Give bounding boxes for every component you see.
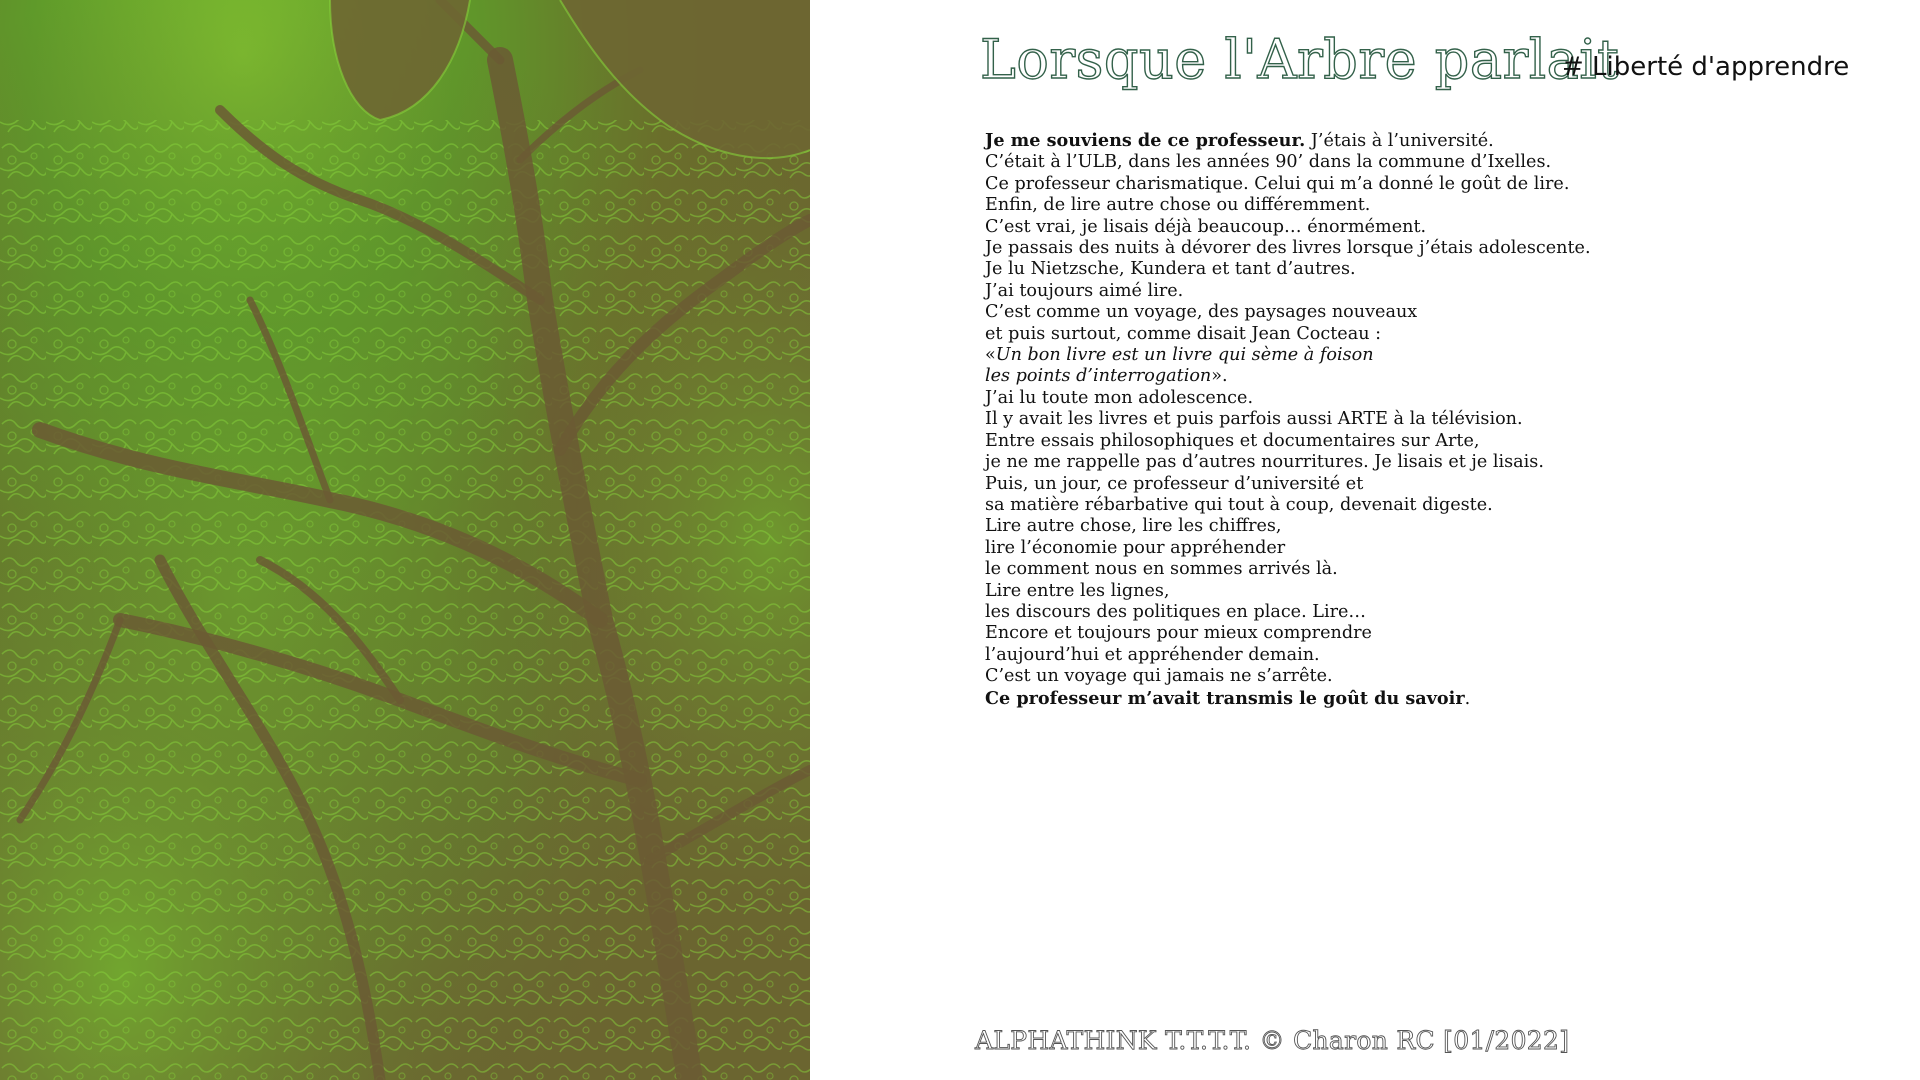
poem-line: J’ai toujours aimé lire. [985, 280, 1184, 301]
poem-line: lire l’économie pour appréhender [985, 537, 1286, 558]
poem-line-rest: J’étais à l’université. [1305, 131, 1494, 151]
poem-line: je ne me rappelle pas d’autres nourritures. Je lisais et je lisais. [985, 452, 1544, 473]
poem-text [985, 130, 1885, 710]
quote-text: les points d’interrogation [985, 366, 1212, 387]
poem-last-line-bold: Ce professeur m’avait transmis le goût du savoir [985, 687, 1465, 709]
poem-line: Lire autre chose, lire les chiffres, [985, 516, 1282, 537]
poem-last-line-end: . [1464, 688, 1471, 709]
tree-illustration [0, 0, 810, 1080]
poem-line: J’ai lu toute mon adolescence. [985, 387, 1254, 408]
poem-quote-line [985, 366, 1885, 387]
poem-line: Encore et toujours pour mieux comprendre [985, 623, 1372, 644]
poem-line: l’aujourd’hui et appréhender demain. [985, 644, 1320, 665]
tree-illustration-svg [0, 0, 810, 1080]
poem-line: Il y avait les livres et puis parfois aussi ARTE à la télévision. [985, 409, 1523, 430]
quote-text: Un bon livre est un livre qui sème à foison [995, 345, 1374, 366]
poem-line: et puis surtout, comme disait Jean Cocteau : [985, 323, 1382, 344]
poem-quote-line [985, 345, 1885, 366]
poem-line: C’est un voyage qui jamais ne s’arrête. [985, 666, 1333, 687]
poem-line: sa matière rébarbative qui tout à coup, devenait digeste. [985, 494, 1493, 515]
poem-line: Je lu Nietzsche, Kundera et tant d’autres. [985, 259, 1356, 280]
poem-line: le comment nous en sommes arrivés là. [985, 559, 1338, 580]
hashtag-subtitle: # Liberté d'apprendre [1562, 52, 1850, 82]
poem-line [985, 130, 1885, 152]
page-title: Lorsque l'Arbre parlait [980, 28, 1620, 91]
quote-close-mark: ». [1211, 366, 1228, 387]
poem-line: Enfin, de lire autre chose ou différemment. [985, 195, 1371, 216]
poem-line [985, 688, 1885, 710]
poem-line: Lire entre les lignes, [985, 580, 1170, 601]
footer-credit: ALPHATHINK T.T.T.T. © Charon RC [01/2022] [975, 1026, 1570, 1055]
poem-line: C’est comme un voyage, des paysages nouveaux [985, 302, 1418, 323]
quote-open-mark: « [985, 345, 996, 366]
poem-line: C’était à l’ULB, dans les années 90’ dans la commune d’Ixelles. [985, 152, 1552, 173]
poem-line: Ce professeur charismatique. Celui qui m’a donné le goût de lire. [985, 173, 1570, 194]
poem-line: Je passais des nuits à dévorer des livres lorsque j’étais adolescente. [985, 238, 1591, 259]
poem-line: les discours des politiques en place. Lire… [985, 601, 1367, 622]
poem-line: Puis, un jour, ce professeur d’université et [985, 473, 1364, 494]
poem-line: Entre essais philosophiques et documentaires sur Arte, [985, 430, 1480, 451]
poem-line: C’est vrai, je lisais déjà beaucoup… énormément. [985, 216, 1427, 237]
poem-line-bold: Je me souviens de ce professeur. [985, 130, 1306, 151]
